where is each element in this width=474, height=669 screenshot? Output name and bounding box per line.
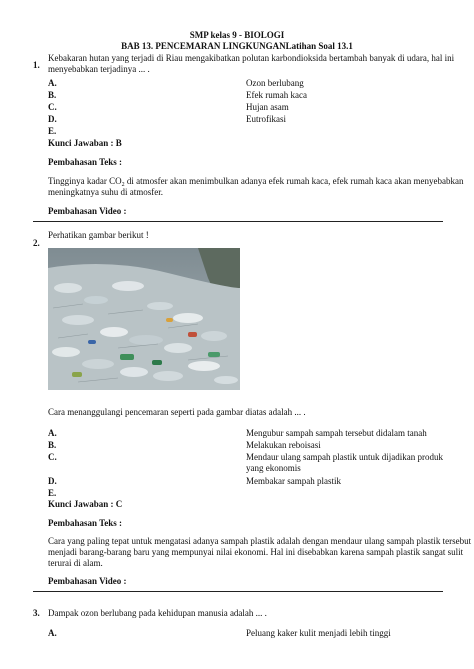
option-text: Efek rumah kaca [246,90,307,100]
explanation-text: terurai di alam. [48,558,103,568]
question-intro: Perhatikan gambar berikut ! [48,230,149,240]
question-number: 1. [33,60,40,70]
explanation-text: Tingginya kadar $CO_2$ di atmosfer akan menimbulkan adanya efek rumah kaca, efek rumah kaca akan menyebabkan [48,176,464,188]
video-explanation-label: Pembahasan Video : [48,576,127,586]
option-letter: C. [48,102,57,112]
option-letter: A. [48,628,57,638]
explanation-text: menjadi barang-barang baru yang mempunyai nilai ekonomi. Hal ini disebabkan karena sampah plastik sangat sulit [48,547,464,557]
option-text: Mendaur ulang sampah plastik untuk dijadikan produk [246,452,443,462]
explanation-text: meningkatnya suhu di atmosfer. [48,187,163,197]
option-letter: B. [48,440,57,450]
option-letter: E. [48,488,57,498]
option-letter: A. [48,78,57,88]
explanation-text: Cara yang paling tepat untuk mengatasi adanya sampah plastik adalah dengan mendaur ulang sampah plastik tersebut [48,536,472,546]
video-explanation-label: Pembahasan Video : [48,206,127,216]
plastic-waste-photo [48,248,240,390]
explanation-label: Pembahasan Teks : [48,518,123,528]
question-text: Cara menanggulangi pencemaran seperti pada gambar diatas adalah ... . [48,407,306,417]
question-text: Kebakaran hutan yang terjadi di Riau mengakibatkan polutan karbondioksida bertambah banyak di udara, hal ini [48,53,455,63]
option-text: yang ekonomis [246,463,301,473]
option-text: Membakar sampah plastik [246,476,341,486]
option-letter: B. [48,90,57,100]
explanation-label: Pembahasan Teks : [48,157,123,167]
answer-key: Kunci Jawaban : C [48,499,123,509]
document-chapter-title: BAB 13. PENCEMARAN LINGKUNGANLatihan Soal 13.1 [121,41,353,51]
plastic-waste-image [48,248,240,390]
option-letter: D. [48,476,57,486]
option-text: Melakukan reboisasi [246,440,321,450]
answer-key: Kunci Jawaban : B [48,138,122,148]
question-text: menyebabkan terjadinya ... . [48,64,150,74]
option-text: Peluang kaker kulit menjadi lebih tinggi [246,628,391,638]
option-text: Hujan asam [246,102,289,112]
option-text: Mengubur sampah sampah tersebut didalam tanah [246,428,427,438]
option-letter: A. [48,428,57,438]
document-subject-title: SMP kelas 9 - BIOLOGI [189,30,285,40]
option-letter: C. [48,452,57,462]
option-text: Ozon berlubang [246,78,304,88]
option-letter: E. [48,126,57,136]
section-divider [33,591,443,592]
question-text: Dampak ozon berlubang pada kehidupan manusia adalah ... . [48,608,267,618]
question-number: 3. [33,608,40,618]
section-divider [33,221,443,222]
question-number: 2. [33,238,40,248]
option-letter: D. [48,114,57,124]
option-text: Eutrofikasi [246,114,286,124]
